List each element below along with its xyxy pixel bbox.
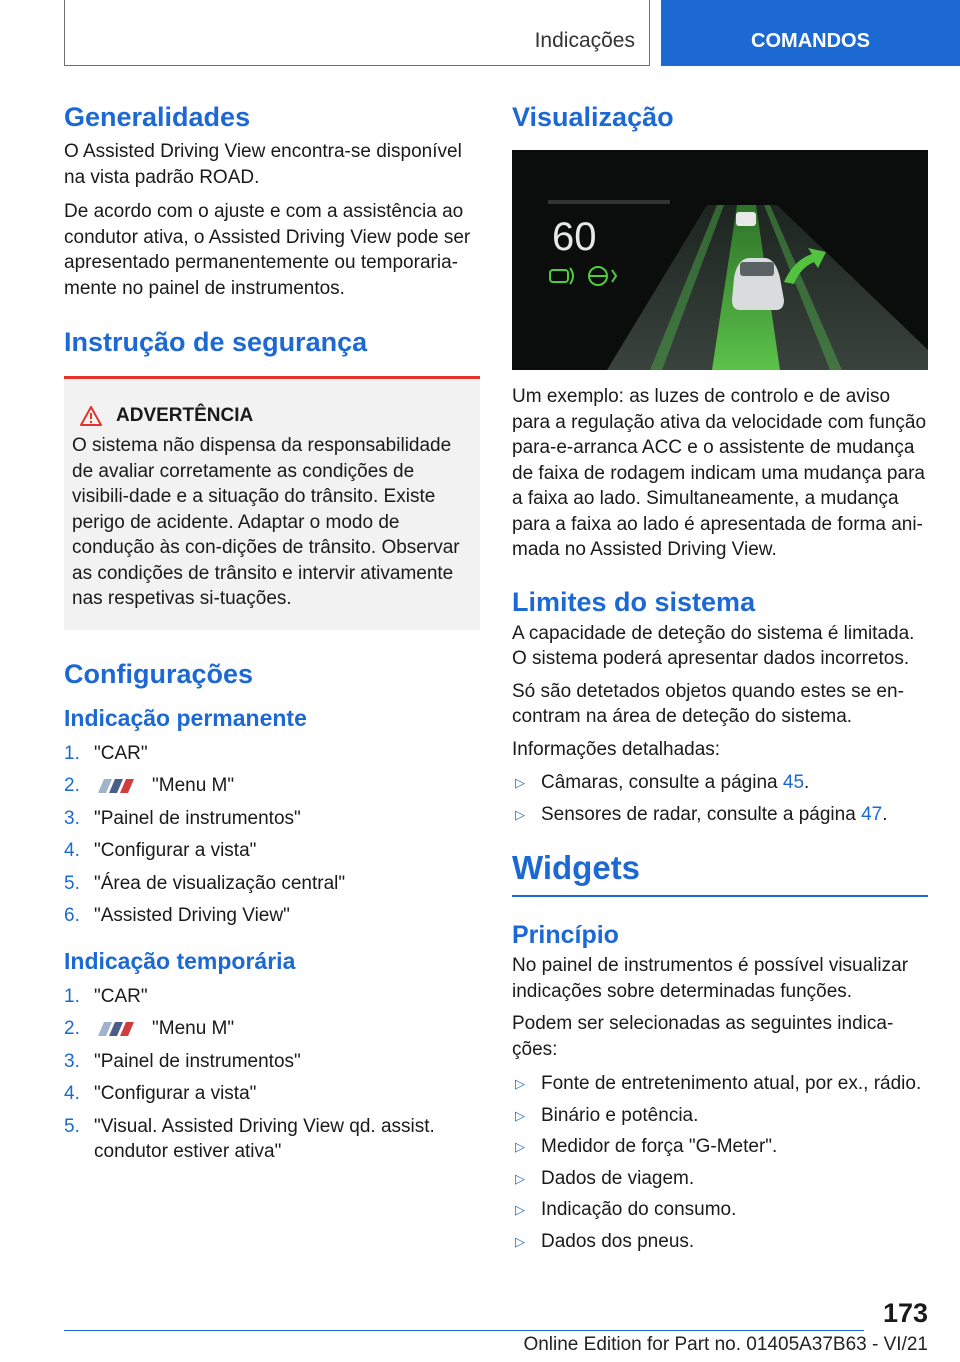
warning-text: O sistema não dispensa da responsabilidade de avaliar corretamente as condições de visibili-dade e a situação do trânsito. Existe perigo de acidente. Adaptar o modo de condução às con-dições de trânsito. Observar as condições de trânsito e intervir ativamente nas respetivas si-tuações. bbox=[72, 435, 460, 609]
header-chapter-tab[interactable]: COMANDOS bbox=[661, 0, 960, 66]
right-column bbox=[512, 100, 928, 1260]
bullet-triangle-icon: ▷ bbox=[515, 1233, 525, 1249]
visualizacao-caption: Um exemplo: as luzes de controlo e de aviso para a regulação ativa da velocidade com função para-e-arranca ACC e o assistente de mudança de faixa de rodagem indicam uma mudança para a faixa ao lado. Simultaneamente, a mudança para a faixa ao lado é apresentada de forma ani-mada no Assisted Driving View. bbox=[512, 386, 927, 560]
m-logo-icon bbox=[94, 779, 142, 793]
bullet-triangle-icon: ▷ bbox=[515, 1107, 525, 1123]
list-item: 3. "Painel de instrumentos" bbox=[64, 807, 301, 829]
list-item: 5. "Visual. Assisted Driving View qd. assist. condutor estiver ativa" bbox=[64, 1115, 435, 1162]
warning-box bbox=[64, 376, 480, 630]
header-section-title: Indicações bbox=[534, 29, 635, 52]
bullet-triangle-icon: ▷ bbox=[515, 1139, 525, 1154]
list-item: ▷ Dados de viagem. bbox=[512, 1166, 928, 1192]
bullet-triangle-icon: ▷ bbox=[515, 1202, 525, 1217]
assisted-driving-view-image bbox=[512, 150, 928, 370]
list-item: ▷ Medidor de força "G-Meter". bbox=[512, 1134, 928, 1160]
page-link-45[interactable]: 45 bbox=[782, 772, 805, 793]
bullet-triangle-icon: ▷ bbox=[515, 806, 525, 822]
limites-paragraph-1: A capacidade de deteção do sistema é limitada. O sistema poderá apresentar dados incorretos. bbox=[512, 622, 915, 669]
limites-paragraph-2: Só são detetados objetos quando estes se en-contram na área de deteção do sistema. bbox=[512, 680, 904, 727]
bullet-triangle-icon: ▷ bbox=[515, 775, 525, 790]
list-item: ▷ Câmaras, consulte a página 45. bbox=[512, 770, 928, 796]
limites-paragraph-3: Informações detalhadas: bbox=[512, 738, 721, 760]
widgets-paragraph-2: Podem ser selecionadas as seguintes indica-ções: bbox=[512, 1013, 894, 1060]
left-column bbox=[64, 100, 480, 1172]
warning-title-row bbox=[72, 403, 472, 429]
list-item: 5. "Área de visualização central" bbox=[64, 872, 346, 894]
list-item: 1. "CAR" bbox=[64, 742, 148, 764]
list-item: ▷ Dados dos pneus. bbox=[512, 1229, 928, 1255]
temporaria-heading: Indicação temporária bbox=[64, 947, 296, 974]
seguranca-heading: Instrução de segurança bbox=[64, 327, 368, 357]
temporaria-steps bbox=[64, 984, 480, 1165]
list-item: 2. "Menu M" bbox=[64, 1018, 235, 1039]
list-item: 4. "Configurar a vista" bbox=[64, 840, 257, 861]
visualizacao-heading: Visualização bbox=[512, 102, 674, 132]
list-item: ▷ Indicação do consumo. bbox=[512, 1197, 928, 1223]
list-item: ▷ Binário e potência. bbox=[512, 1103, 928, 1129]
bullet-triangle-icon: ▷ bbox=[515, 1170, 525, 1186]
page-link-47[interactable]: 47 bbox=[861, 803, 883, 825]
footer-divider bbox=[64, 1330, 864, 1331]
permanente-heading: Indicação permanente bbox=[64, 704, 307, 731]
list-item: 6. "Assisted Driving View" bbox=[64, 905, 290, 926]
list-item: 2. "Menu M" bbox=[64, 775, 235, 796]
footer-edition: Online Edition for Part no. 01405A37B63 - VI/21 bbox=[523, 1334, 928, 1355]
widgets-paragraph-1: No painel de instrumentos é possível visualizar indicações sobre determinadas funções. bbox=[512, 955, 909, 1002]
limites-heading: Limites do sistema bbox=[512, 586, 756, 617]
generalidades-paragraph-2: De acordo com o ajuste e com a assistência ao condutor ativa, o Assisted Driving View pode ser apresentado permanentemente ou temporaria-mente no painel de instrumentos. bbox=[64, 201, 471, 299]
list-item: 1. "CAR" bbox=[64, 985, 148, 1007]
list-item: 3. "Painel de instrumentos" bbox=[64, 1050, 301, 1072]
header-section-box bbox=[64, 0, 650, 66]
configuracoes-heading: Configurações bbox=[64, 658, 254, 689]
principio-heading: Princípio bbox=[512, 921, 619, 949]
generalidades-heading: Generalidades bbox=[64, 102, 251, 132]
generalidades-paragraph-1: O Assisted Driving View encontra-se disponível na vista padrão ROAD. bbox=[64, 141, 462, 188]
speed-readout: 60 bbox=[552, 215, 597, 259]
widgets-heading: Widgets bbox=[512, 847, 928, 897]
widgets-list bbox=[512, 1071, 928, 1254]
list-item: ▷ Fonte de entretenimento atual, por ex., rádio. bbox=[512, 1071, 928, 1097]
bullet-triangle-icon: ▷ bbox=[515, 1076, 525, 1091]
list-item: ▷ Sensores de radar, consulte a página 47. bbox=[512, 802, 928, 828]
warning-triangle-icon bbox=[80, 406, 102, 426]
limites-list bbox=[512, 770, 928, 827]
warning-title: ADVERTÊNCIA bbox=[116, 405, 254, 426]
list-item: 4. "Configurar a vista" bbox=[64, 1083, 257, 1104]
permanente-steps bbox=[64, 741, 480, 929]
page-number: 173 bbox=[882, 1298, 928, 1328]
m-logo-icon bbox=[94, 1022, 142, 1036]
